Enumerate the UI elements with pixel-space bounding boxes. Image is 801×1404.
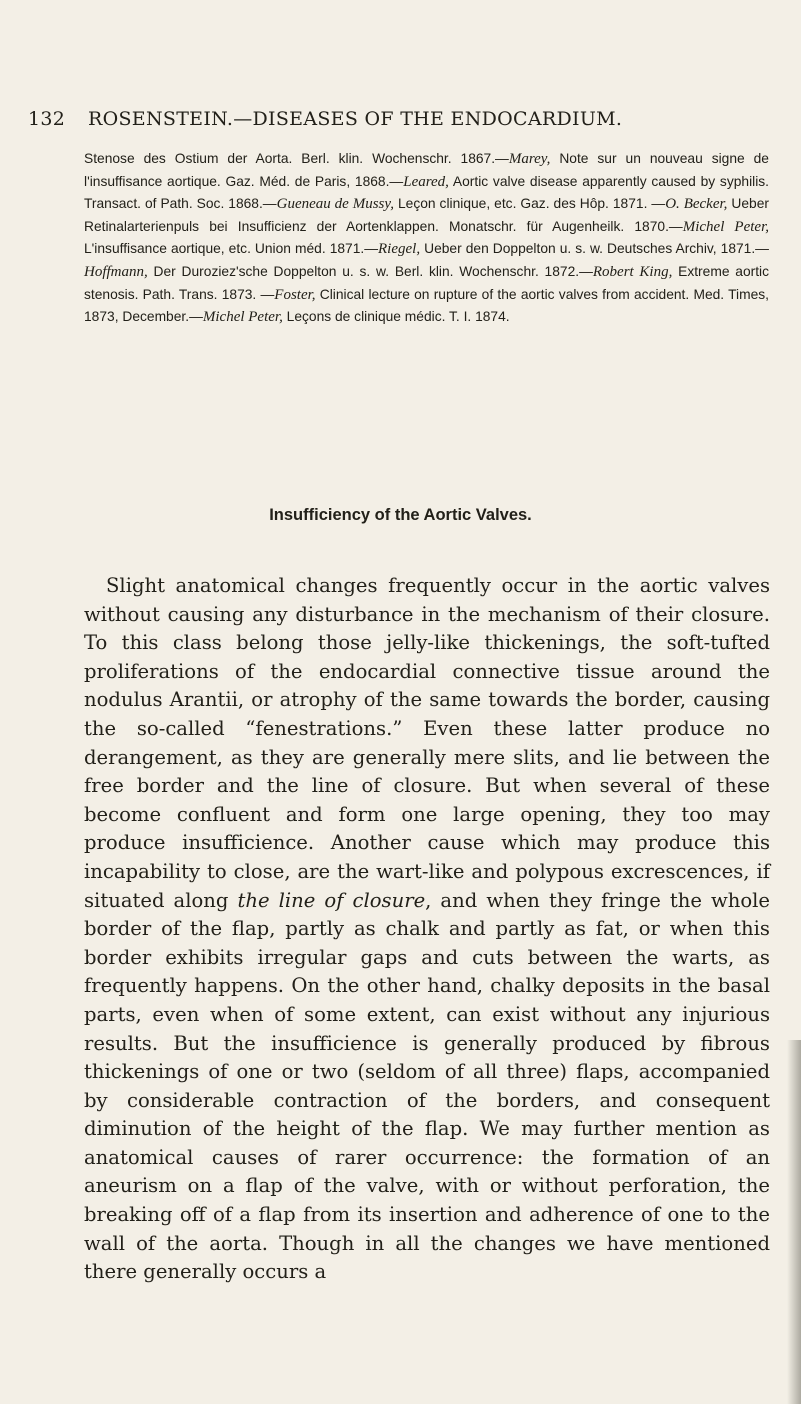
- reference-text: Extreme aortic stenosis. Path. Trans. 1873. —: [84, 263, 770, 302]
- page-number: 132: [28, 108, 66, 130]
- reference-author: Hoffmann,: [84, 263, 148, 280]
- reference-author: Gueneau de Mussy,: [276, 196, 394, 213]
- reference-text: L'insuffisance aortique, etc. Union méd. 1871.—: [84, 241, 379, 257]
- reference-author: Robert King,: [592, 263, 673, 280]
- reference-author: Foster,: [274, 286, 316, 303]
- page-header: [28, 108, 788, 130]
- reference-text: Note sur un nouveau signe de l'insuffisance aortique. Gaz. Méd. de Paris, 1868.—: [84, 151, 769, 189]
- reference-author: O. Becker,: [665, 196, 728, 213]
- paragraph-text: , and when they fringe the whole border of the flap, partly as chalk and partly as fat, or when this border exhibits irregular gaps and cuts between the warts, as frequently happens. On the other hand, chalky deposits in the basal parts, even when of some extent, can exist without any injurious results. But the insufficience is generally produced by fibrous thickenings of one or two (seldom of all three) flaps, accompanied by considerable contraction of the borders, and consequent diminution of the height of the flap. We may further mention as anatomical causes of rarer occurrence: the formation of an aneurism on a flap of the valve, with or without perforation, the breaking off of a flap from its insertion and adherence of one to the wall of the aorta. Though in all the changes we have mentioned there generally occurs a: [84, 888, 770, 1284]
- emphasized-text: the line of closure: [237, 888, 426, 912]
- reference-author: Riegel,: [378, 241, 421, 258]
- reference-author: Michel Peter,: [682, 218, 770, 235]
- reference-author: Michel Peter,: [202, 309, 283, 326]
- reference-list: [84, 148, 769, 329]
- running-head: ROSENSTEIN.—DISEASES OF THE ENDOCARDIUM.: [88, 108, 623, 130]
- section-heading: Insufficiency of the Aortic Valves.: [269, 506, 532, 524]
- reference-text: Der Duroziez'sche Doppelton u. s. w. Berl. klin. Wochenschr. 1872.—: [147, 263, 593, 279]
- page-edge-shadow: [787, 1040, 801, 1404]
- paragraph-text: Slight anatomical changes frequently occur in the aortic valves without causing any disturbance in the mechanism of their closure. To this class belong those jelly-like thickenings, the soft-tufted proliferations of the endocardial connective tissue around the nodulus Arantii, or atrophy of the same towards the border, causing the so-called “fenestrations.” Even these latter produce no derangement, as they are generally mere slits, and lie between the free border and the line of closure. But when several of these become confluent and form one large opening, they too may produce insufficience. Another cause which may produce this incapability to close, are the wart-like and polypous excrescences, if situated along: [84, 574, 770, 912]
- body-paragraph: [84, 572, 770, 1287]
- reference-text: Clinical lecture on rupture of the aortic valves from accident. Med. Times, 1873, December.—: [84, 286, 769, 325]
- reference-author: Marey,: [508, 151, 551, 167]
- reference-text: Stenose des Ostium der Aorta. Berl. klin. Wochenschr. 1867.—: [84, 151, 509, 166]
- reference-text: Ueber den Doppelton u. s. w. Deutsches Archiv, 1871.—: [420, 241, 769, 257]
- reference-text: Leçon clinique, etc. Gaz. des Hôp. 1871. —: [393, 196, 666, 212]
- reference-text: Ueber Retinalarterienpuls bei Insufficienz der Aortenklappen. Monatschr. für Augenheilk. 1870.—: [84, 196, 769, 234]
- reference-text: Leçons de clinique médic. T. I. 1874.: [282, 309, 510, 325]
- reference-author: Leared,: [403, 173, 449, 190]
- reference-text: Aortic valve disease apparently caused by syphilis. Transact. of Path. Soc. 1868.—: [84, 173, 769, 212]
